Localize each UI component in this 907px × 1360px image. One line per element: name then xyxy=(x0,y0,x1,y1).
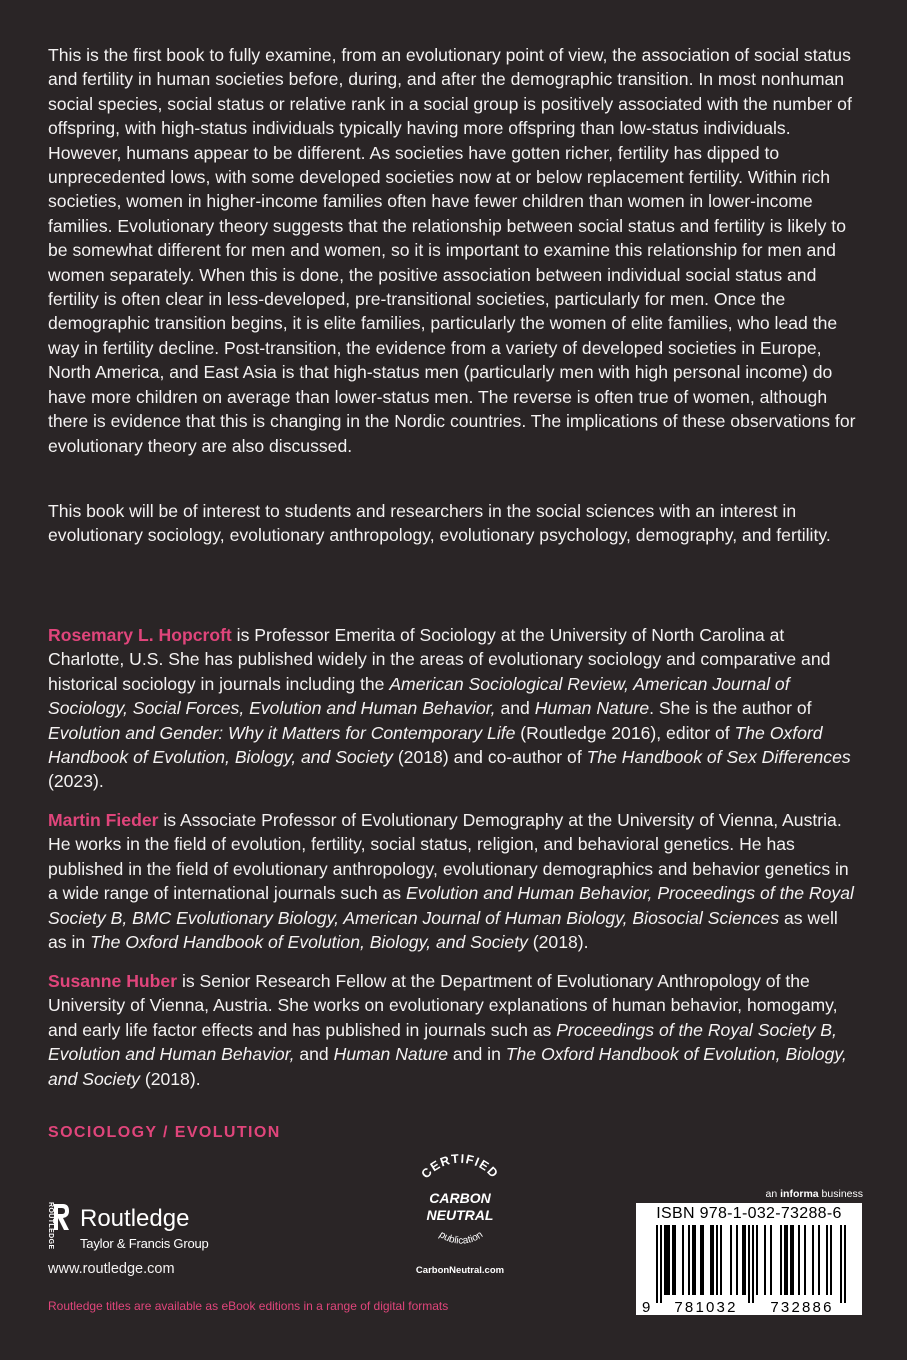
barcode-bar xyxy=(792,1225,794,1295)
blurb-paragraph-2: This book will be of interest to students and researchers in the social sciences with an interest in evolutionary sociology, evolutionary anthropology, evolutionary psychology, demography, and fertility. xyxy=(48,501,831,546)
carbon-line1: CARBON xyxy=(429,1190,491,1206)
barcode-bar xyxy=(716,1225,718,1295)
barcode-bar xyxy=(812,1225,814,1295)
publisher-url[interactable]: www.routledge.com xyxy=(48,1261,175,1277)
barcode-bar xyxy=(688,1225,690,1295)
publisher-name: Routledge xyxy=(80,1205,190,1232)
barcode-bar xyxy=(748,1225,750,1303)
blurb-paragraph-1: This is the first book to fully examine, from an evolutionary point of view, the association of social status and fertility in human societies before, during, and after the demographic transition. In most nonhuman social species, social status or relative rank in a social group is positively associated with the number of offspring, with high-status individuals typically having more offspring than low-status individuals. However, humans appear to be different. As societies have gotten richer, fertility has dipped to unprecedented lows, with some developed societies now at or below replacement fertility. Within rich societies, women in higher-income families often have fewer children than women in lower-income families. Evolutionary theory suggests that the relationship between social status and fertility is likely to be somewhat different for men and women, so it is important to examine this relationship for men and women separately. When this is done, the positive association between individual social status and fertility is often clear in less-developed, pre-transitional societies, particularly for men. Once the demographic transition begins, it is elite families, particularly the women of elite families, who lead the way in fertility decline. Post-transition, the evidence from a variety of developed societies in Europe, North America, and East Asia is that high-status men (particularly men with high personal income) do have more children on average than lower-status men. The reverse is often true of women, although there is evidence that this is changing in the Nordic countries. The implications of these observations for evolutionary theory are also discussed. xyxy=(48,45,856,456)
carbon-neutral-logo xyxy=(398,1150,522,1280)
carbon-line2: NEUTRAL xyxy=(426,1207,494,1223)
barcode-bar xyxy=(692,1225,694,1295)
barcode-bar xyxy=(674,1225,676,1295)
barcode-bar xyxy=(790,1225,792,1295)
author-name: Susanne Huber xyxy=(48,971,178,991)
barcode-bar xyxy=(660,1225,662,1303)
barcode-bar xyxy=(780,1225,782,1295)
barcode-bar xyxy=(736,1225,738,1295)
isbn-label: ISBN 978-1-032-73288-6 xyxy=(656,1205,842,1222)
routledge-logo xyxy=(44,1200,209,1256)
barcode-bar xyxy=(700,1225,702,1295)
isbn-barcode xyxy=(636,1203,862,1315)
barcode-digits-left: 781032 xyxy=(674,1299,738,1315)
author-bio-hopcroft: Rosemary L. Hopcroft is Professor Emerita of Sociology at the University of North Carolina at Charlotte, U.S. She has published widely in the areas of evolutionary sociology and comparative and historical sociology in journals including the American Sociological Review, American Journal of Sociology, Social Forces, Evolution and Human Behavior, and Human Nature. She is the author of Evolution and Gender: Why it Matters for Contemporary Life (Routledge 2016), editor of The Oxford Handbook of Evolution, Biology, and Society (2018) and co-author of The Handbook of Sex Differences (2023). xyxy=(48,625,851,792)
subject-category: SOCIOLOGY / EVOLUTION xyxy=(48,1124,281,1141)
barcode-digits-right: 732886 xyxy=(770,1299,834,1315)
barcode-bar xyxy=(744,1225,746,1295)
barcode-bars xyxy=(656,1225,846,1303)
barcode-bar xyxy=(710,1225,712,1295)
barcode-bar xyxy=(712,1225,714,1295)
barcode-bar xyxy=(668,1225,670,1295)
author-name: Martin Fieder xyxy=(48,810,159,830)
barcode-bar xyxy=(694,1225,696,1295)
barcode-bar xyxy=(752,1225,754,1303)
barcode-bar xyxy=(720,1225,722,1295)
barcode-bar xyxy=(682,1225,684,1295)
barcode-bar xyxy=(730,1225,732,1295)
barcode-bar xyxy=(672,1225,674,1295)
svg-text:CERTIFIED xyxy=(419,1152,502,1182)
barcode-bar xyxy=(664,1225,666,1295)
barcode-bar xyxy=(756,1225,758,1295)
barcode-bar xyxy=(742,1225,744,1295)
barcode-bar xyxy=(666,1225,668,1295)
barcode-digit-first: 9 xyxy=(642,1299,651,1315)
barcode-bar xyxy=(764,1225,766,1295)
barcode-bar xyxy=(830,1225,832,1295)
barcode-bar xyxy=(804,1225,806,1295)
barcode-graphic xyxy=(636,1203,862,1315)
barcode-bar xyxy=(656,1225,658,1303)
carbon-certified-text: CERTIFIED xyxy=(418,1151,502,1182)
barcode-bar xyxy=(702,1225,704,1295)
barcode-bar xyxy=(784,1225,786,1295)
author-name: Rosemary L. Hopcroft xyxy=(48,625,232,645)
informa-business: an informa business xyxy=(765,1188,863,1200)
carbon-publication-text: publication xyxy=(437,1229,485,1247)
routledge-vertical-mark: ROUTLEDGE xyxy=(47,1202,54,1250)
barcode-bar xyxy=(786,1225,788,1295)
barcode-bar xyxy=(818,1225,820,1295)
ebook-note: Routledge titles are available as eBook editions in a range of digital formats xyxy=(48,1299,449,1313)
barcode-bar xyxy=(840,1225,842,1303)
barcode-bar xyxy=(844,1225,846,1303)
author-bio-fieder: Martin Fieder is Associate Professor of Evolutionary Demography at the University of Vienna, Austria. He works in the field of evolution, fertility, social status, religion, and behavioral genetics. He has published in the field of evolutionary anthropology, evolutionary demographics and behavior genetics in a wide range of international journals such as Evolution and Human Behavior, Proceedings of the Royal Society B, BMC Evolutionary Biology, American Journal of Human Biology, Biosocial Sciences as well as in The Oxford Handbook of Evolution, Biology, and Society (2018). xyxy=(48,810,854,953)
carbon-url: CarbonNeutral.com xyxy=(415,1265,505,1276)
svg-text:publication xyxy=(437,1229,485,1246)
barcode-bar xyxy=(770,1225,772,1295)
author-bio-huber: Susanne Huber is Senior Research Fellow at the Department of Evolutionary Anthropology of the University of Vienna, Austria. She works on evolutionary explanations of human behavior, homogamy, and early life factor effects and has published in journals such as Proceedings of the Royal Society B, Evolution and Human Behavior, and Human Nature and in The Oxford Handbook of Evolution, Biology, and Society (2018). xyxy=(48,971,847,1089)
publisher-group: Taylor & Francis Group xyxy=(80,1236,209,1251)
barcode-bar xyxy=(798,1225,800,1295)
barcode-bar xyxy=(826,1225,828,1295)
routledge-r-icon xyxy=(44,1200,70,1256)
